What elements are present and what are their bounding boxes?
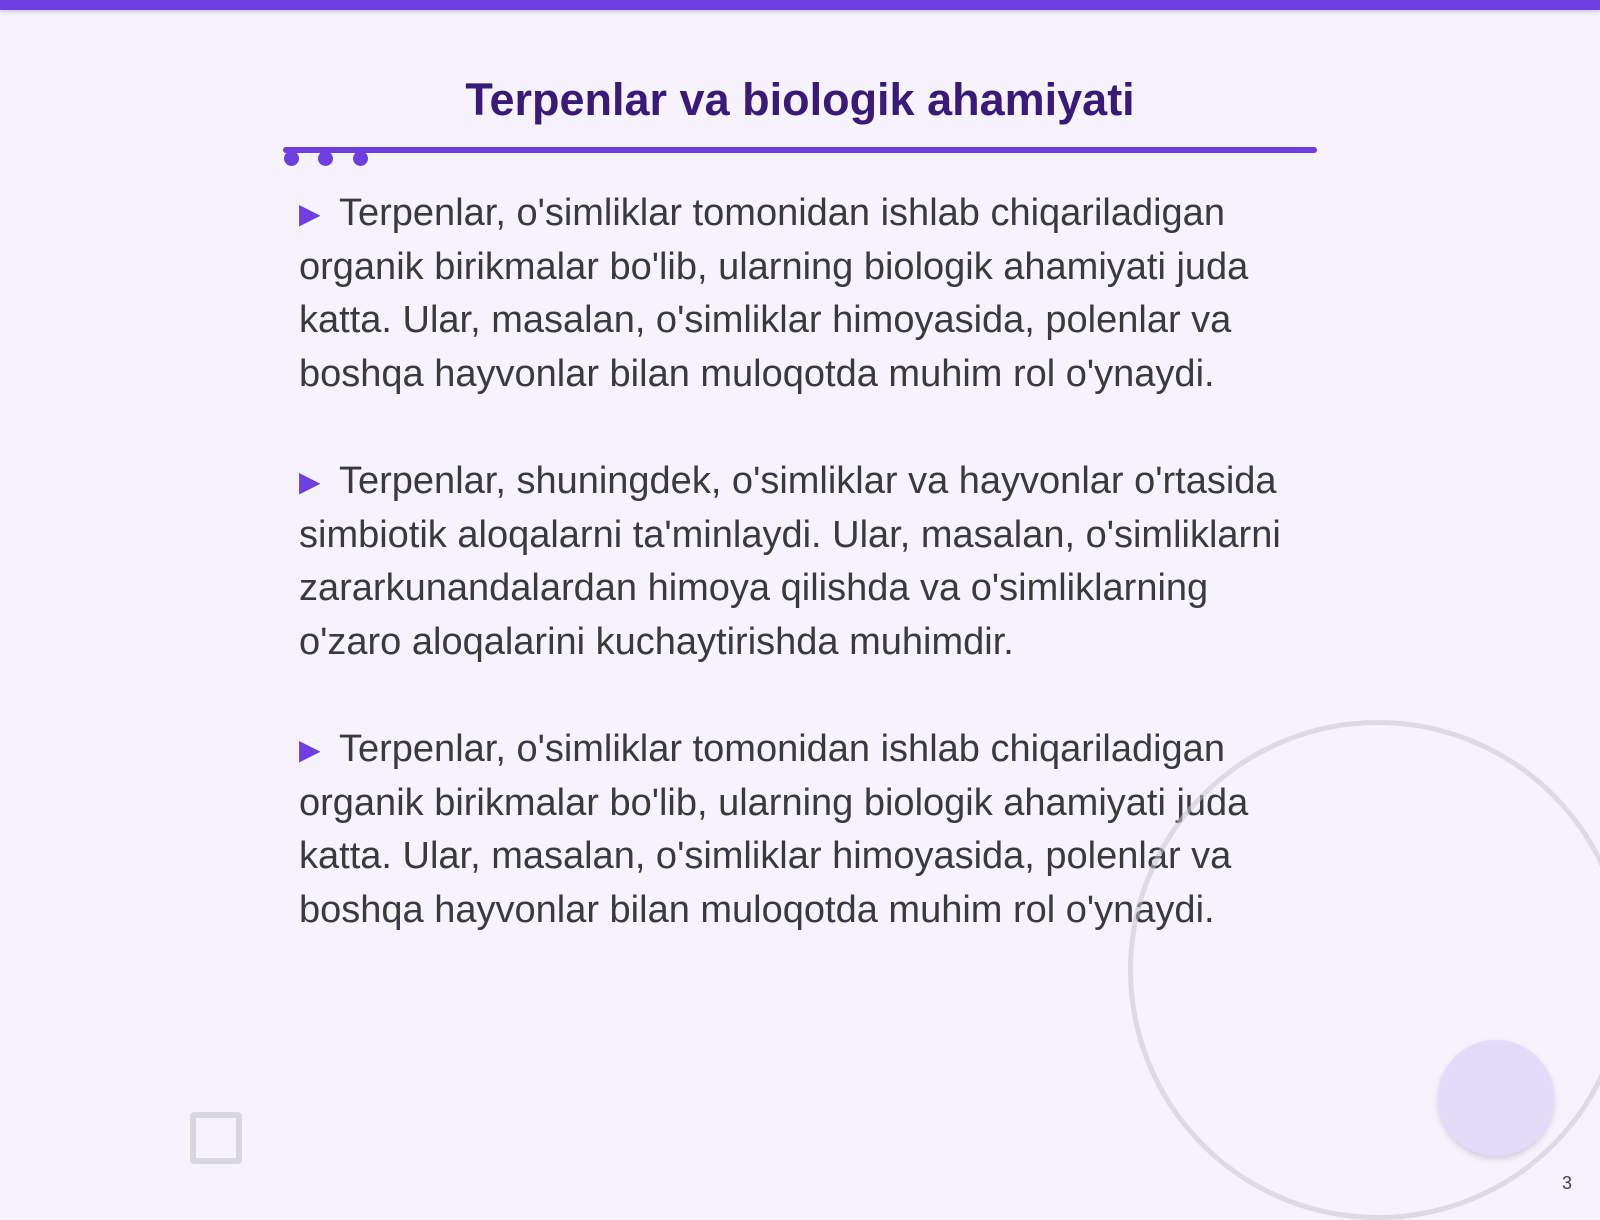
bullet-arrow-icon: ▶ <box>299 198 321 229</box>
top-accent-bar <box>0 0 1600 10</box>
decorative-dot <box>284 151 299 166</box>
bullet-text: Terpenlar, o'simliklar tomonidan ishlab chiqariladigan organik birikmalar bo'lib, ularning biologik ahamiyati juda katta. Ular, masalan, o'simliklar himoyasida, polenlar va boshqa hayvonlar bilan muloqotda muhim rol o'ynaydi. <box>299 728 1249 931</box>
bullet-text: Terpenlar, shuningdek, o'simliklar va hayvonlar o'rtasida simbiotik aloqalarni ta'minlaydi. Ular, masalan, o'simliklarni zararkunandalardan himoya qilishda va o'simliklarning o'zaro aloqalarini kuchaytirishda muhimdir. <box>299 460 1281 663</box>
bullet-item <box>299 455 1309 669</box>
bullet-arrow-icon: ▶ <box>299 734 321 765</box>
page-number: 3 <box>1561 1173 1572 1193</box>
bullet-text: Terpenlar, o'simliklar tomonidan ishlab chiqariladigan organik birikmalar bo'lib, ularning biologik ahamiyati juda katta. Ular, masalan, o'simliklar himoyasida, polenlar va boshqa hayvonlar bilan muloqotda muhim rol o'ynaydi. <box>299 192 1249 395</box>
decorative-circle <box>1438 1040 1554 1156</box>
bullet-arrow-icon: ▶ <box>299 466 321 497</box>
decorative-square <box>190 1112 242 1164</box>
decorative-dot <box>318 151 333 166</box>
slide-title: Terpenlar va biologik ahamiyati <box>465 74 1135 125</box>
decorative-dot <box>353 151 368 166</box>
bullet-item <box>299 187 1309 401</box>
title-underline <box>283 147 1317 153</box>
